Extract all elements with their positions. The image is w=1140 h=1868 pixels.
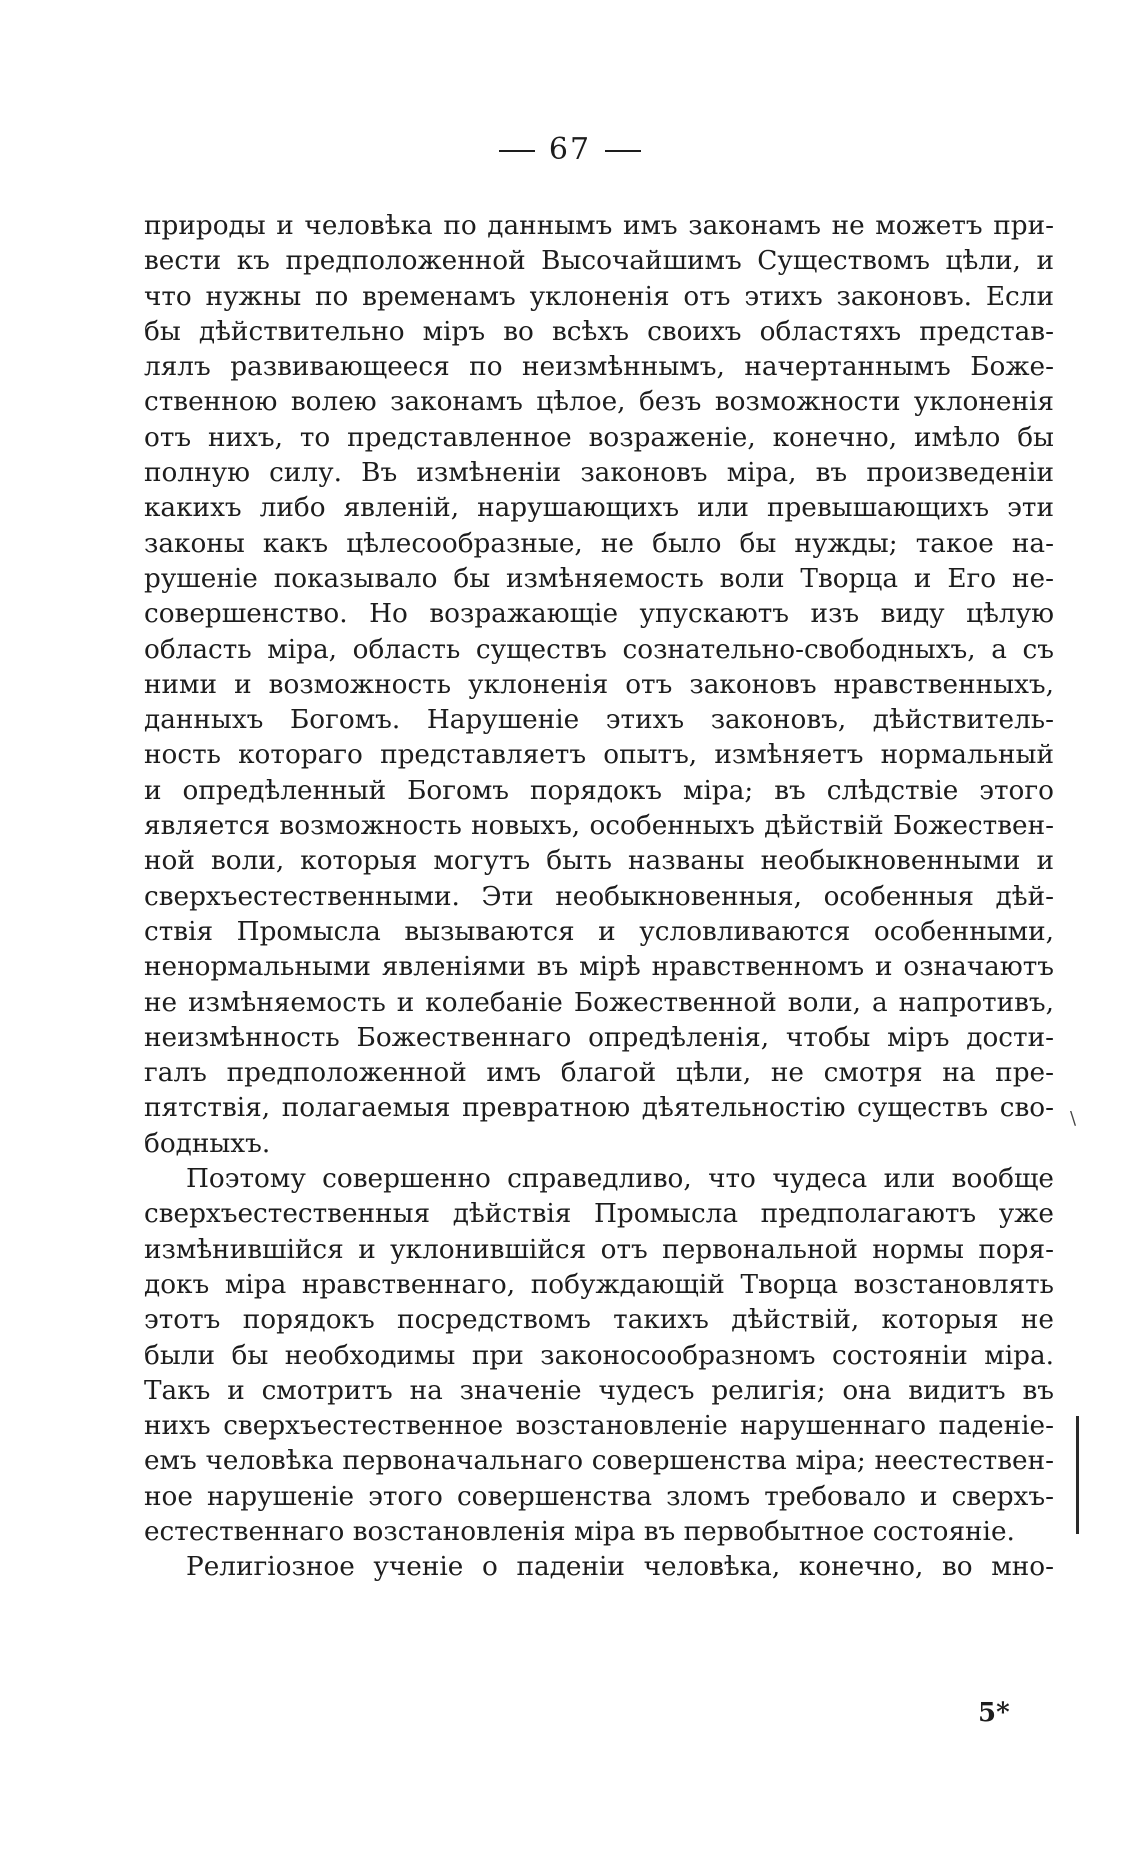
printer-signature: 5*	[978, 1698, 1010, 1728]
paragraph	[144, 209, 1054, 1162]
text-line: рушеніе показывало бы измѣняемость воли Творца и Его не-	[144, 563, 1054, 594]
text-line: нихъ сверхъестественное возстановленіе нарушеннаго паденіе-	[144, 1411, 1054, 1442]
text-line: Такъ и смотритъ на значеніе чудесъ религія; она видитъ въ	[144, 1375, 1054, 1406]
text-line: докъ міра нравственнаго, побуждающій Творца возстановлять	[144, 1269, 1054, 1300]
text-line: является возможность новыхъ, особенныхъ дѣйствій Божествен-	[144, 811, 1054, 842]
text-line: сверхъестественныя дѣйствія Промысла предполагаютъ уже	[144, 1199, 1054, 1230]
text-line: ное нарушеніе этого совершенства зломъ требовало и сверхъ-	[144, 1481, 1054, 1512]
margin-tick-mark: \	[1070, 1108, 1077, 1129]
text-line: ненормальными явленіями въ мірѣ нравственномъ и означаютъ	[144, 952, 1054, 983]
text-line: ственною волею законамъ цѣлое, безъ возможности уклоненія	[144, 387, 1054, 418]
text-line: ность котораго представляетъ опытъ, измѣняетъ нормальный	[144, 740, 1054, 771]
text-line: вести къ предположенной Высочайшимъ Существомъ цѣли, и	[144, 246, 1054, 277]
text-line: данныхъ Богомъ. Нарушеніе этихъ законовъ, дѣйствитель-	[144, 705, 1054, 736]
text-line: естественнаго возстановленія міра въ первобытное состояніе.	[144, 1516, 1015, 1547]
text-line: что нужны по временамъ уклоненія отъ этихъ законовъ. Если	[144, 281, 1054, 312]
text-line: этотъ порядокъ посредствомъ такихъ дѣйствій, которыя не	[144, 1305, 1054, 1336]
page-number-value: 67	[548, 132, 592, 167]
text-line: лялъ развивающееся по неизмѣннымъ, начертаннымъ Боже-	[144, 352, 1054, 383]
text-line: бодныхъ.	[144, 1128, 271, 1159]
text-line: бы дѣйствительно міръ во всѣхъ своихъ областяхъ представ-	[144, 316, 1054, 347]
text-line: область міра, область существъ сознательно-свободныхъ, а съ	[144, 634, 1054, 665]
text-line: емъ человѣка первоначальнаго совершенства міра; неестествен-	[144, 1446, 1054, 1477]
text-line: сверхъестественными. Эти необыкновенныя, особенныя дѣй-	[144, 881, 1054, 912]
text-line: не измѣняемость и колебаніе Божественной воли, а напротивъ,	[144, 987, 1054, 1018]
text-line: ними и возможность уклоненія отъ законовъ нравственныхъ,	[144, 669, 1054, 700]
text-line: и опредѣленный Богомъ порядокъ міра; въ слѣдствіе этого	[144, 775, 1054, 806]
text-line: Поэтому совершенно справедливо, что чудеса или вообще	[186, 1164, 1054, 1195]
text-line: измѣнившійся и уклонившійся отъ первональной нормы поря-	[144, 1234, 1054, 1265]
text-line: законы какъ цѣлесообразные, не было бы нужды; такое на-	[144, 528, 1054, 559]
margin-line-mark	[1076, 1416, 1079, 1534]
text-line: совершенство. Но возражающіе упускаютъ изъ виду цѣлую	[144, 599, 1054, 630]
text-line: какихъ либо явленій, нарушающихъ или превышающихъ эти	[144, 493, 1054, 524]
paragraph	[144, 1550, 1054, 1585]
page-number-dash-left	[499, 150, 535, 152]
paragraph	[144, 1162, 1054, 1550]
text-line: были бы необходимы при законосообразномъ состояніи міра.	[144, 1340, 1054, 1371]
text-line: отъ нихъ, то представленное возраженіе, конечно, имѣло бы	[144, 422, 1054, 453]
page-number	[0, 132, 1140, 167]
page-number-dash-right	[605, 150, 641, 152]
text-line: неизмѣнность Божественнаго опредѣленія, чтобы міръ дости-	[144, 1022, 1054, 1053]
text-line: ствія Промысла вызываются и условливаются особенными,	[144, 916, 1054, 947]
body-text	[144, 209, 1054, 1586]
text-line: Религіозное ученіе о паденіи человѣка, конечно, во мно-	[186, 1552, 1054, 1583]
text-line: галъ предположенной имъ благой цѣли, не смотря на пре-	[144, 1058, 1054, 1089]
text-line: пятствія, полагаемыя превратною дѣятельностію существъ сво-	[144, 1093, 1054, 1124]
text-line: природы и человѣка по даннымъ имъ законамъ не можетъ при-	[144, 211, 1054, 241]
text-line: ной воли, которыя могутъ быть названы необыкновенными и	[144, 846, 1054, 877]
text-line: полную силу. Въ измѣненіи законовъ міра, въ произведеніи	[144, 458, 1054, 489]
